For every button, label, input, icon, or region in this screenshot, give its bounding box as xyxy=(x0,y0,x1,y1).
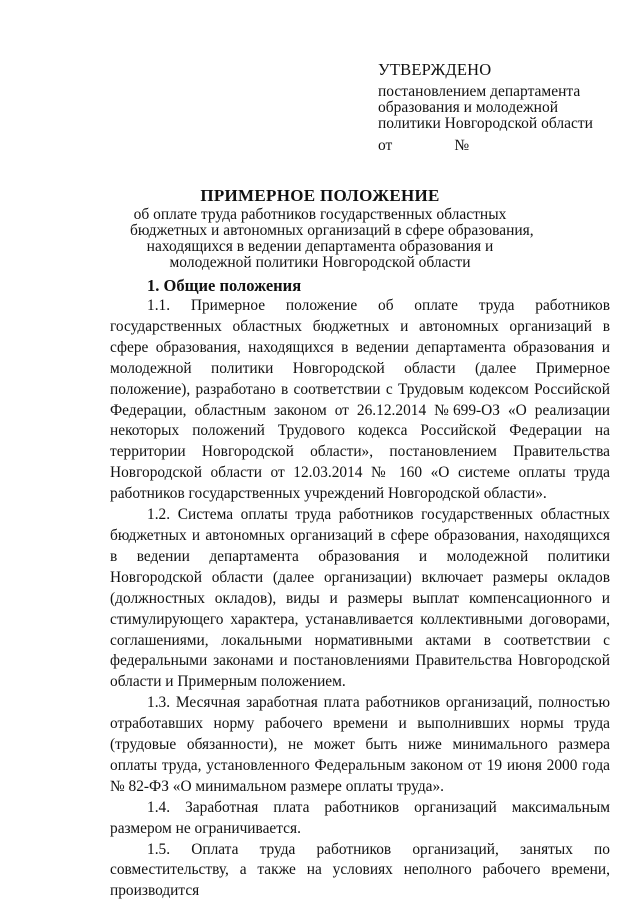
approval-stamp xyxy=(378,62,618,154)
paragraph-1-4: 1.4. Заработная плата работников организаций максимальным размером не ограничивается. xyxy=(110,798,610,837)
subtitle-line: бюджетных и автономных организаций в сфере образования, xyxy=(130,222,534,239)
section-heading: 1. Общие положения xyxy=(147,276,302,295)
approval-title: УТВЕРЖДЕНО xyxy=(378,60,492,79)
subtitle-line: находящихся в ведении департамента образования и xyxy=(146,238,494,255)
approval-from-label: от xyxy=(378,137,393,154)
document-subtitle xyxy=(130,206,534,271)
paragraph-1-1: 1.1. Примерное положение об оплате труда работников государственных областных бюджетных и автономных организаций в сфере образования, находящихся в ведении департамента образования и молодежной политики Новгородской области (далее Примерное положение), разработано в соответствии с Трудовым кодексом Российской Федерации, областным законом от 26.12.2014 №699-ОЗ «О реализации некоторых положений Трудового кодекса Российской Федерации на территории Новгородской области», постановлением Правительства Новгородской области от 12.03.2014 № 160 «О системе оплаты труда работников государственных учреждений Новгородской области». xyxy=(110,297,610,503)
paragraph-1-3: 1.3. Месячная заработная плата работников организаций, полностью отработавших норму рабочего времени и выполнивших нормы труда (трудовые обязанности), не может быть ниже минимального размера оплаты труда, установленного Федеральным законом от 19 июня 2000 года № 82-ФЗ «О минимальном размере оплаты труда». xyxy=(110,694,610,795)
approval-number-label: № xyxy=(454,137,470,154)
approval-line-3: политики Новгородской области xyxy=(378,115,593,132)
section-body xyxy=(110,296,610,902)
subtitle-line: об оплате труда работников государственных областных xyxy=(133,206,507,223)
approval-date-number xyxy=(378,138,618,154)
approval-line-1: постановлением департамента xyxy=(378,83,581,100)
document-title: ПРИМЕРНОЕ ПОЛОЖЕНИЕ xyxy=(200,186,440,205)
paragraph-1-5: 1.5. Оплата труда работников организаций, занятых по совместительству, а также на условиях неполного рабочего времени, производится xyxy=(110,840,610,900)
approval-line-2: образования и молодежной xyxy=(378,99,559,116)
subtitle-line: молодежной политики Новгородской области xyxy=(169,254,471,271)
paragraph-1-2: 1.2. Система оплаты труда работников государственных областных бюджетных и автономных организаций в сфере образования, находящихся в ведении департамента образования и молодежной политики Новгородской области (далее организации) включает размеры окладов (должностных окладов), виды и размеры выплат компенсационного и стимулирующего характера, устанавливается коллективными договорами, соглашениями, локальными нормативными актами в соответствии с федеральными законами и постановлениями Правительства Новгородской области и Примерным положением. xyxy=(110,506,610,691)
